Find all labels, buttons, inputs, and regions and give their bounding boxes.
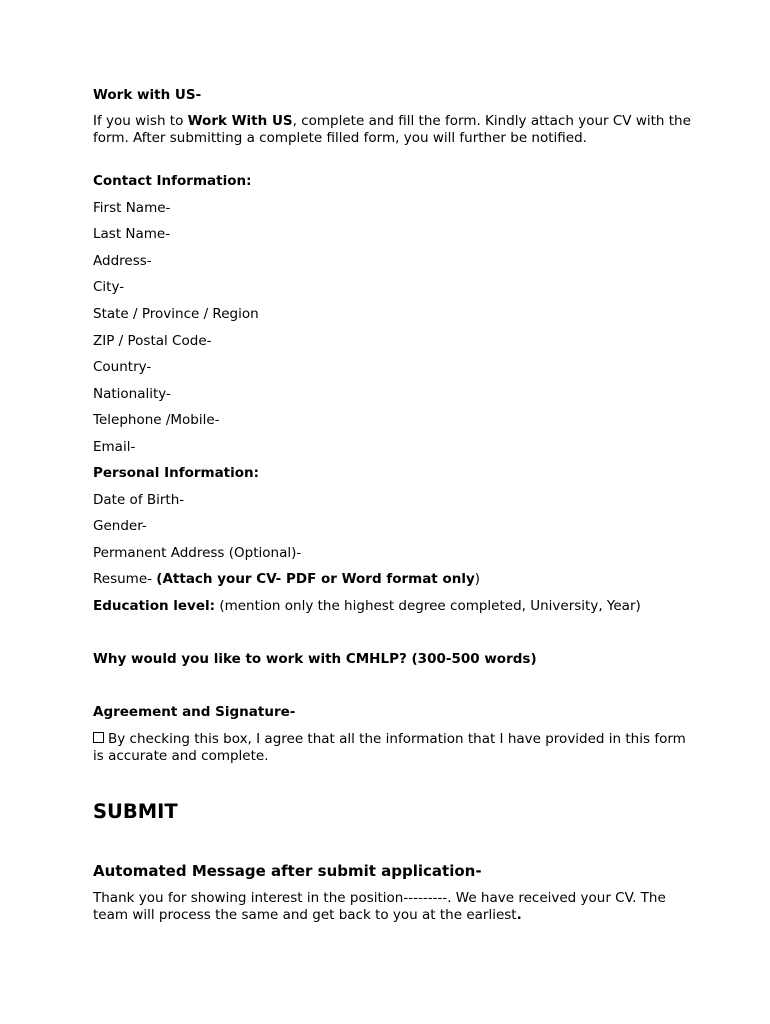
field-city: City- (93, 279, 125, 295)
agreement-checkbox[interactable] (93, 732, 104, 743)
personal-heading: Personal Information: (93, 465, 260, 481)
field-telephone: Telephone /Mobile- (93, 412, 220, 428)
auto-message-text: Thank you for showing interest in the position---------. We have received your CV. The team will process the same and get back to you at the earliest. (93, 890, 666, 923)
field-education: Education level: (mention only the highest degree completed, University, Year) (93, 598, 641, 614)
field-country: Country- (93, 359, 152, 375)
field-resume: Resume- (Attach your CV- PDF or Word format only) (93, 571, 481, 587)
field-gender: Gender- (93, 518, 147, 534)
why-question: Why would you like to work with CMHLP? (300-500 words) (93, 651, 537, 667)
field-email: Email- (93, 439, 136, 455)
page-title: Work with US- (93, 87, 202, 103)
agreement-heading: Agreement and Signature- (93, 704, 296, 720)
agreement-statement: By checking this box, I agree that all the information that I have provided in this form is accurate and complete. (93, 731, 686, 764)
field-nationality: Nationality- (93, 386, 171, 402)
field-state: State / Province / Region (93, 306, 259, 322)
field-permanent-address: Permanent Address (Optional)- (93, 545, 302, 561)
field-date-of-birth: Date of Birth- (93, 492, 185, 508)
intro-paragraph: If you wish to Work With US, complete and fill the form. Kindly attach your CV with the form. After submitting a complete filled form, you will further be notified. (93, 113, 691, 146)
contact-heading: Contact Information: (93, 173, 252, 189)
field-address: Address- (93, 253, 152, 269)
field-zip: ZIP / Postal Code- (93, 333, 212, 349)
submit-heading: SUBMIT (93, 800, 178, 823)
field-first-name: First Name- (93, 200, 171, 216)
auto-message-heading: Automated Message after submit application- (93, 862, 482, 880)
field-last-name: Last Name- (93, 226, 171, 242)
